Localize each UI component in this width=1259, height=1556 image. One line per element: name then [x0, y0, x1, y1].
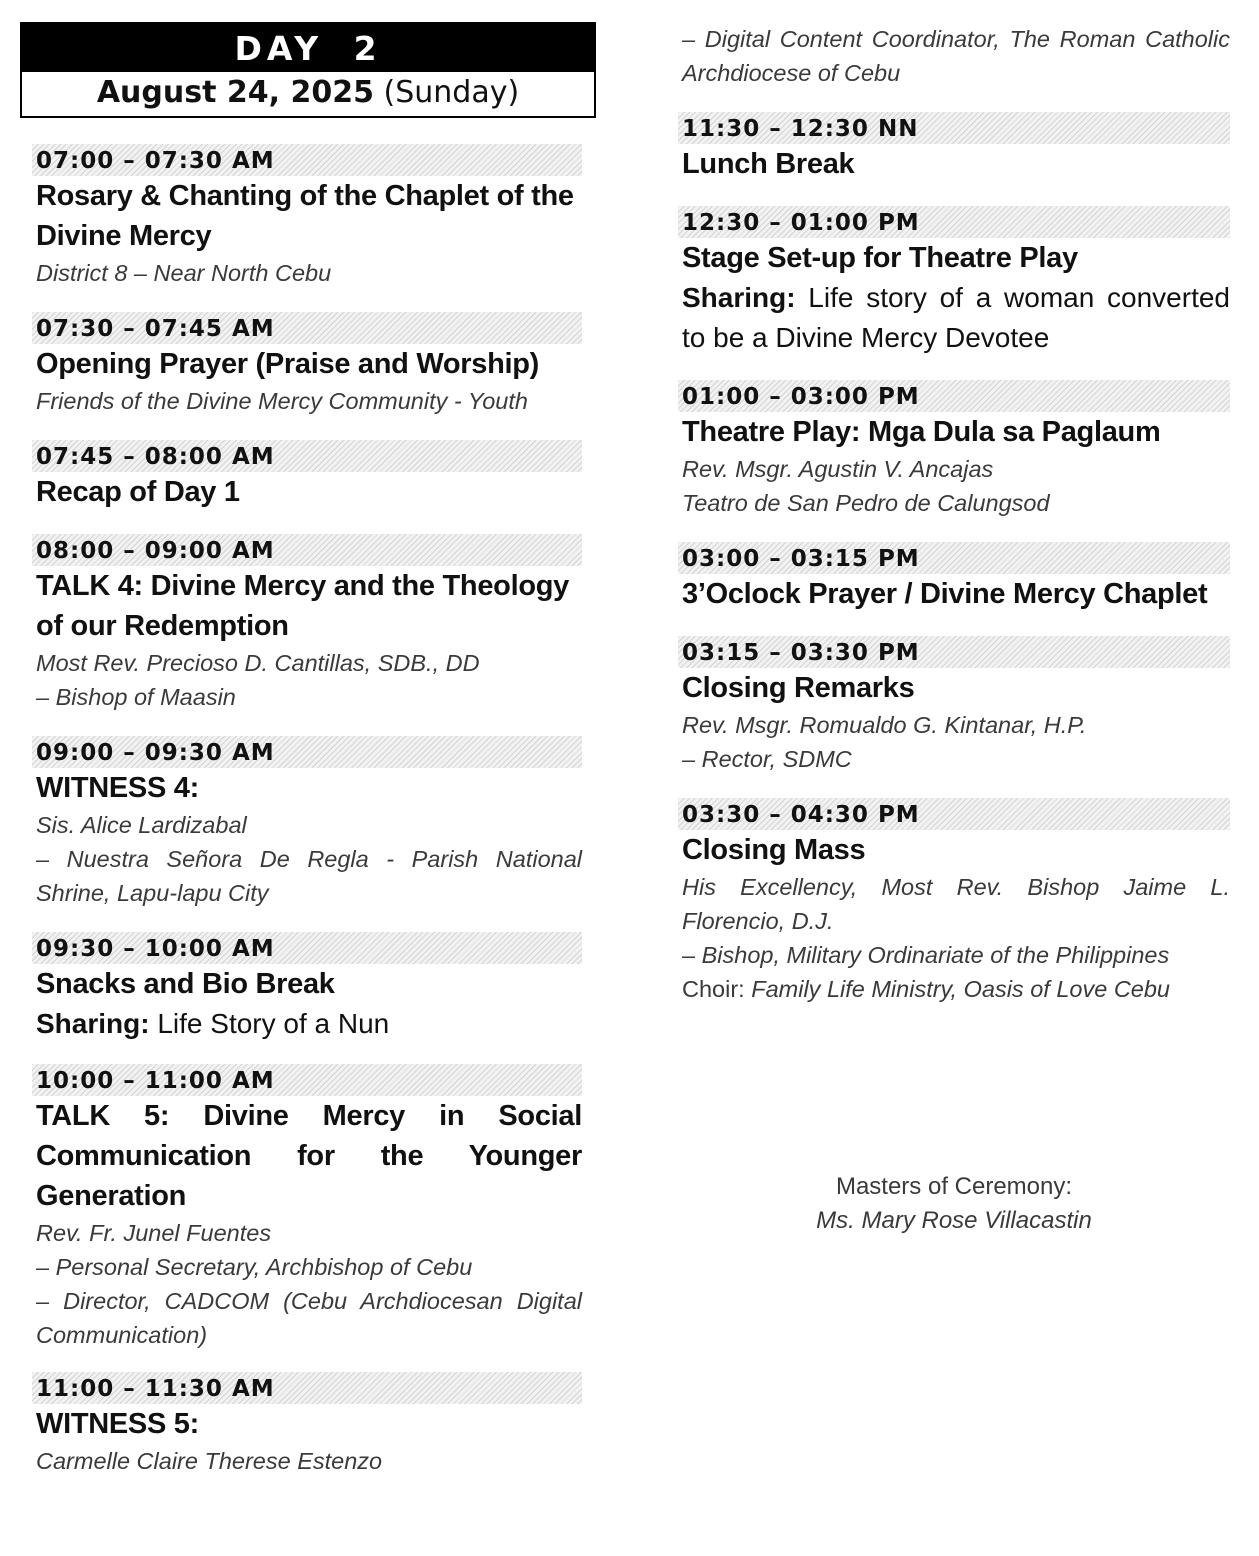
schedule-entry	[32, 312, 582, 418]
schedule-entry	[678, 380, 1230, 520]
sharing-line	[32, 1004, 582, 1044]
session-title: Closing Remarks	[682, 672, 915, 704]
time-slot: 07:00 – 07:30 AM	[32, 144, 582, 176]
session-detail: Rev. Fr. Junel Fuentes	[36, 1220, 272, 1246]
time-slot: 08:00 – 09:00 AM	[32, 534, 582, 566]
time-slot: 01:00 – 03:00 PM	[678, 380, 1230, 412]
session-title: WITNESS 4:	[36, 772, 199, 804]
session-detail: – Bishop, Military Ordinariate of the Philippines	[682, 942, 1170, 968]
sharing-text: Life Story of a Nun	[149, 1008, 390, 1039]
time-slot: 11:00 – 11:30 AM	[32, 1372, 582, 1404]
schedule-entry	[32, 1064, 582, 1352]
schedule-entry	[32, 932, 582, 1044]
time-slot: 12:30 – 01:00 PM	[678, 206, 1230, 238]
session-title: TALK 5: Divine Mercy in Social Communication for the Younger Generation	[36, 1100, 582, 1212]
session-detail: Rev. Msgr. Agustin V. Ancajas	[682, 456, 994, 482]
left-column	[20, 0, 596, 1478]
choir-line	[678, 972, 1230, 1006]
choir-text: Family Life Ministry, Oasis of Love Cebu	[744, 976, 1171, 1002]
session-title: WITNESS 5:	[36, 1408, 199, 1440]
day-label: DAY 2	[22, 24, 594, 72]
session-detail: – Bishop of Maasin	[36, 684, 236, 710]
session-title: Lunch Break	[682, 148, 855, 180]
session-detail: – Director, CADCOM (Cebu Archdiocesan Digital Communication)	[36, 1288, 582, 1348]
time-slot: 03:30 – 04:30 PM	[678, 798, 1230, 830]
session-detail: Rev. Msgr. Romualdo G. Kintanar, H.P.	[682, 712, 1087, 738]
schedule-entry	[32, 144, 582, 290]
session-title: Theatre Play: Mga Dula sa Paglaum	[682, 416, 1161, 448]
sharing-line	[678, 278, 1230, 358]
session-title: Rosary & Chanting of the Chaplet of the Divine Mercy	[36, 180, 574, 252]
time-slot: 07:30 – 07:45 AM	[32, 312, 582, 344]
session-detail: – Rector, SDMC	[682, 746, 852, 772]
masters-label: Masters of Ceremony:	[835, 1173, 1073, 1200]
session-title: Snacks and Bio Break	[36, 968, 335, 1000]
session-detail: Friends of the Divine Mercy Community - Youth	[36, 388, 528, 414]
session-detail: – Personal Secretary, Archbishop of Cebu	[36, 1254, 473, 1280]
session-detail: Teatro de San Pedro de Calungsod	[682, 490, 1050, 516]
schedule-entry	[32, 1372, 582, 1478]
time-slot: 03:15 – 03:30 PM	[678, 636, 1230, 668]
sharing-text: Life story of a woman converted to be a Divine Mercy Devotee	[682, 282, 1230, 353]
session-detail: Most Rev. Precioso D. Cantillas, SDB., DD	[36, 650, 480, 676]
session-detail: Carmelle Claire Therese Estenzo	[36, 1448, 383, 1474]
time-slot: 09:30 – 10:00 AM	[32, 932, 582, 964]
session-title: Opening Prayer (Praise and Worship)	[36, 348, 540, 380]
time-slot: 10:00 – 11:00 AM	[32, 1064, 582, 1096]
masters-name: Ms. Mary Rose Villacastin	[816, 1207, 1092, 1234]
day-date	[22, 72, 594, 116]
session-title: Closing Mass	[682, 834, 866, 866]
date-text: August 24, 2025	[96, 75, 374, 110]
time-slot: 03:00 – 03:15 PM	[678, 542, 1230, 574]
sharing-label: Sharing:	[682, 282, 796, 313]
session-title: 3’Oclock Prayer / Divine Mercy Chaplet	[682, 578, 1208, 610]
weekday-text: (Sunday)	[383, 75, 520, 110]
continued-detail: – Digital Content Coordinator, The Roman Catholic Archdiocese of Cebu	[682, 26, 1230, 86]
schedule-entry	[678, 542, 1230, 614]
schedule-entry	[32, 534, 582, 714]
schedule-entry	[32, 440, 582, 512]
time-slot: 09:00 – 09:30 AM	[32, 736, 582, 768]
day-header	[20, 22, 596, 118]
right-column	[678, 0, 1230, 1006]
session-title: TALK 4: Divine Mercy and the Theology of our Redemption	[36, 570, 569, 642]
schedule-entry	[678, 636, 1230, 776]
choir-label: Choir:	[682, 976, 745, 1002]
sharing-label: Sharing:	[36, 1008, 150, 1039]
schedule-entry	[678, 112, 1230, 184]
session-detail: Sis. Alice Lardizabal	[36, 812, 247, 838]
session-detail: His Excellency, Most Rev. Bishop Jaime L. Florencio, D.J.	[682, 874, 1230, 934]
session-title: Recap of Day 1	[36, 476, 240, 508]
schedule-entry	[678, 798, 1230, 1006]
session-title: Stage Set-up for Theatre Play	[682, 242, 1078, 274]
session-detail: – Nuestra Señora De Regla - Parish National Shrine, Lapu-lapu City	[36, 846, 582, 906]
masters-of-ceremony	[678, 1170, 1230, 1238]
schedule-entry	[32, 736, 582, 910]
time-slot: 07:45 – 08:00 AM	[32, 440, 582, 472]
time-slot: 11:30 – 12:30 NN	[678, 112, 1230, 144]
session-detail: District 8 – Near North Cebu	[36, 260, 332, 286]
schedule-entry	[678, 206, 1230, 358]
